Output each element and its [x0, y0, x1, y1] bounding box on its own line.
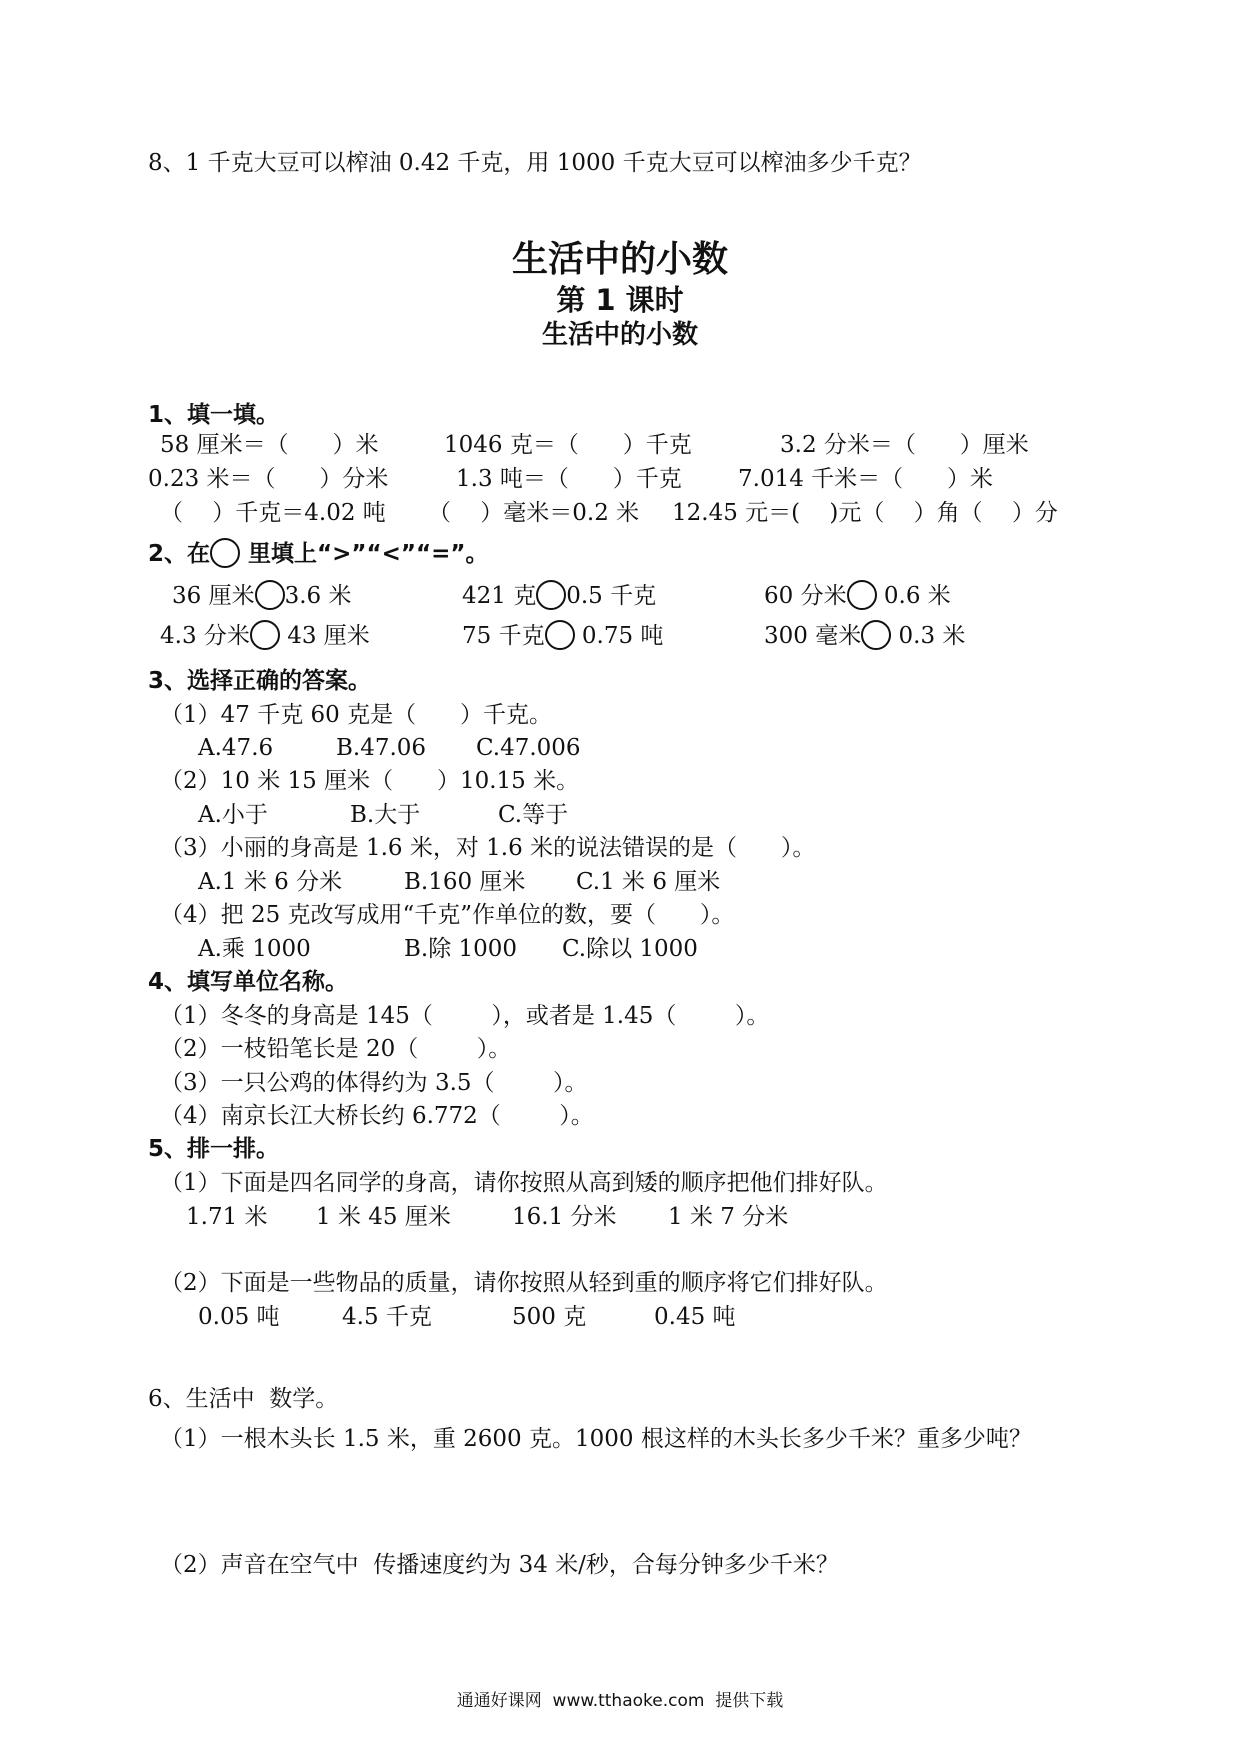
compare-left: 300 毫米	[764, 623, 862, 649]
section-2-heading	[148, 538, 489, 569]
sort-item: 16.1 分米	[512, 1204, 617, 1230]
compare-item	[462, 580, 656, 611]
question-8: 8、1 千克大豆可以榨油 0.42 千克，用 1000 千克大豆可以榨油多少千克？	[148, 150, 922, 176]
compare-circle[interactable]	[847, 580, 877, 610]
section-4-heading: 4、填写单位名称。	[148, 969, 349, 995]
unit-question: （4）南京长江大桥长约 6.772（ ）。	[160, 1103, 594, 1129]
compare-item	[160, 620, 370, 651]
compare-right: 43 厘米	[279, 623, 370, 649]
section-1-heading: 1、填一填。	[148, 402, 280, 428]
compare-right: 0.5 千克	[566, 583, 657, 609]
choice-question: （4）把 25 克改写成用“千克”作单位的数，要（ ）。	[160, 902, 735, 928]
sort-item: 500 克	[512, 1304, 587, 1330]
sort-item: 1.71 米	[186, 1204, 268, 1230]
choice-option[interactable]: B.47.06	[336, 735, 427, 761]
page-footer: 通通好课网 www.tthaoke.com 提供下载	[456, 1691, 784, 1711]
choice-option[interactable]: B.160 厘米	[404, 869, 526, 895]
choice-question: （2）10 米 15 厘米（ ）10.15 米。	[160, 768, 580, 794]
sort-question-1: （1）下面是四名同学的身高，请你按照从高到矮的顺序把他们排好队。	[160, 1170, 888, 1196]
section-5-heading: 5、排一排。	[148, 1136, 280, 1162]
sort-item: 0.45 吨	[654, 1304, 736, 1330]
sort-item: 1 米 45 厘米	[316, 1204, 451, 1230]
s1-item: 0.23 米＝（ ）分米	[148, 466, 389, 492]
compare-left: 60 分米	[764, 583, 847, 609]
choice-option[interactable]: A.1 米 6 分米	[198, 869, 343, 895]
choice-option[interactable]: B.大于	[350, 802, 421, 828]
sort-question-2: （2）下面是一些物品的质量，请你按照从轻到重的顺序将它们排好队。	[160, 1270, 888, 1296]
s1-item: 1046 克＝（ ）千克	[444, 432, 692, 458]
compare-circle[interactable]	[861, 620, 891, 650]
compare-left: 4.3 分米	[160, 623, 250, 649]
compare-item	[462, 620, 663, 651]
compare-left: 75 千克	[462, 623, 545, 649]
sort-item: 0.05 吨	[198, 1304, 280, 1330]
compare-circle[interactable]	[250, 620, 280, 650]
s2-heading-prefix: 2、在	[148, 541, 211, 567]
choice-option[interactable]: C.47.006	[476, 735, 581, 761]
choice-option[interactable]: C.等于	[498, 802, 569, 828]
sort-item: 1 米 7 分米	[668, 1204, 789, 1230]
section-3-heading: 3、选择正确的答案。	[148, 668, 372, 694]
section-6-heading: 6、生活中 数学。	[148, 1386, 339, 1412]
compare-right: 0.3 米	[891, 623, 966, 649]
compare-circle[interactable]	[536, 580, 566, 610]
word-problem-1: （1）一根木头长 1.5 米，重 2600 克。1000 根这样的木头长多少千米？重多少吨？	[160, 1426, 1032, 1452]
unit-question: （2）一枝铅笔长是 20（ ）。	[160, 1036, 512, 1062]
lesson-title: 第 1 课时	[556, 283, 684, 317]
choice-option[interactable]: A.47.6	[198, 735, 274, 761]
s1-item: 1.3 吨＝（ ）千克	[456, 466, 682, 492]
s1-item: 3.2 分米＝（ ）厘米	[780, 432, 1029, 458]
compare-item	[764, 580, 951, 611]
choice-question: （3）小丽的身高是 1.6 米，对 1.6 米的说法错误的是（ ）。	[160, 835, 816, 861]
compare-left: 36 厘米	[172, 583, 255, 609]
circle-icon	[210, 538, 240, 568]
choice-option[interactable]: C.除以 1000	[562, 936, 698, 962]
s1-item: 58 厘米＝（ ）米	[160, 432, 379, 458]
compare-item	[764, 620, 965, 651]
unit-question: （3）一只公鸡的体得约为 3.5（ ）。	[160, 1070, 588, 1096]
s2-heading-suffix: 里填上“>”“<”“=”。	[240, 541, 489, 567]
page-title: 生活中的小数	[511, 239, 728, 280]
compare-circle[interactable]	[545, 620, 575, 650]
unit-question: （1）冬冬的身高是 145（ ），或者是 1.45（ ）。	[160, 1003, 770, 1029]
choice-option[interactable]: C.1 米 6 厘米	[576, 869, 721, 895]
choice-option[interactable]: A.小于	[198, 802, 268, 828]
compare-right: 3.6 米	[284, 583, 352, 609]
compare-left: 421 克	[462, 583, 537, 609]
choice-option[interactable]: B.除 1000	[404, 936, 518, 962]
choice-option[interactable]: A.乘 1000	[198, 936, 311, 962]
word-problem-2: （2）声音在空气中 传播速度约为 34 米/秒，合每分钟多少千米？	[160, 1552, 839, 1578]
sort-item: 4.5 千克	[342, 1304, 432, 1330]
s1-item: （ ）千克＝4.02 吨	[160, 500, 386, 526]
compare-right: 0.6 米	[876, 583, 951, 609]
s1-item: 7.014 千米＝（ ）米	[738, 466, 994, 492]
compare-right: 0.75 吨	[574, 623, 664, 649]
s1-item: 12.45 元＝( )元（ ）角（ ）分	[672, 500, 1058, 526]
compare-circle[interactable]	[255, 580, 285, 610]
choice-question: （1）47 千克 60 克是（ ）千克。	[160, 702, 552, 728]
compare-item	[172, 580, 351, 611]
s1-item: （ ）毫米＝0.2 米	[428, 500, 640, 526]
lesson-subtitle: 生活中的小数	[541, 320, 698, 350]
